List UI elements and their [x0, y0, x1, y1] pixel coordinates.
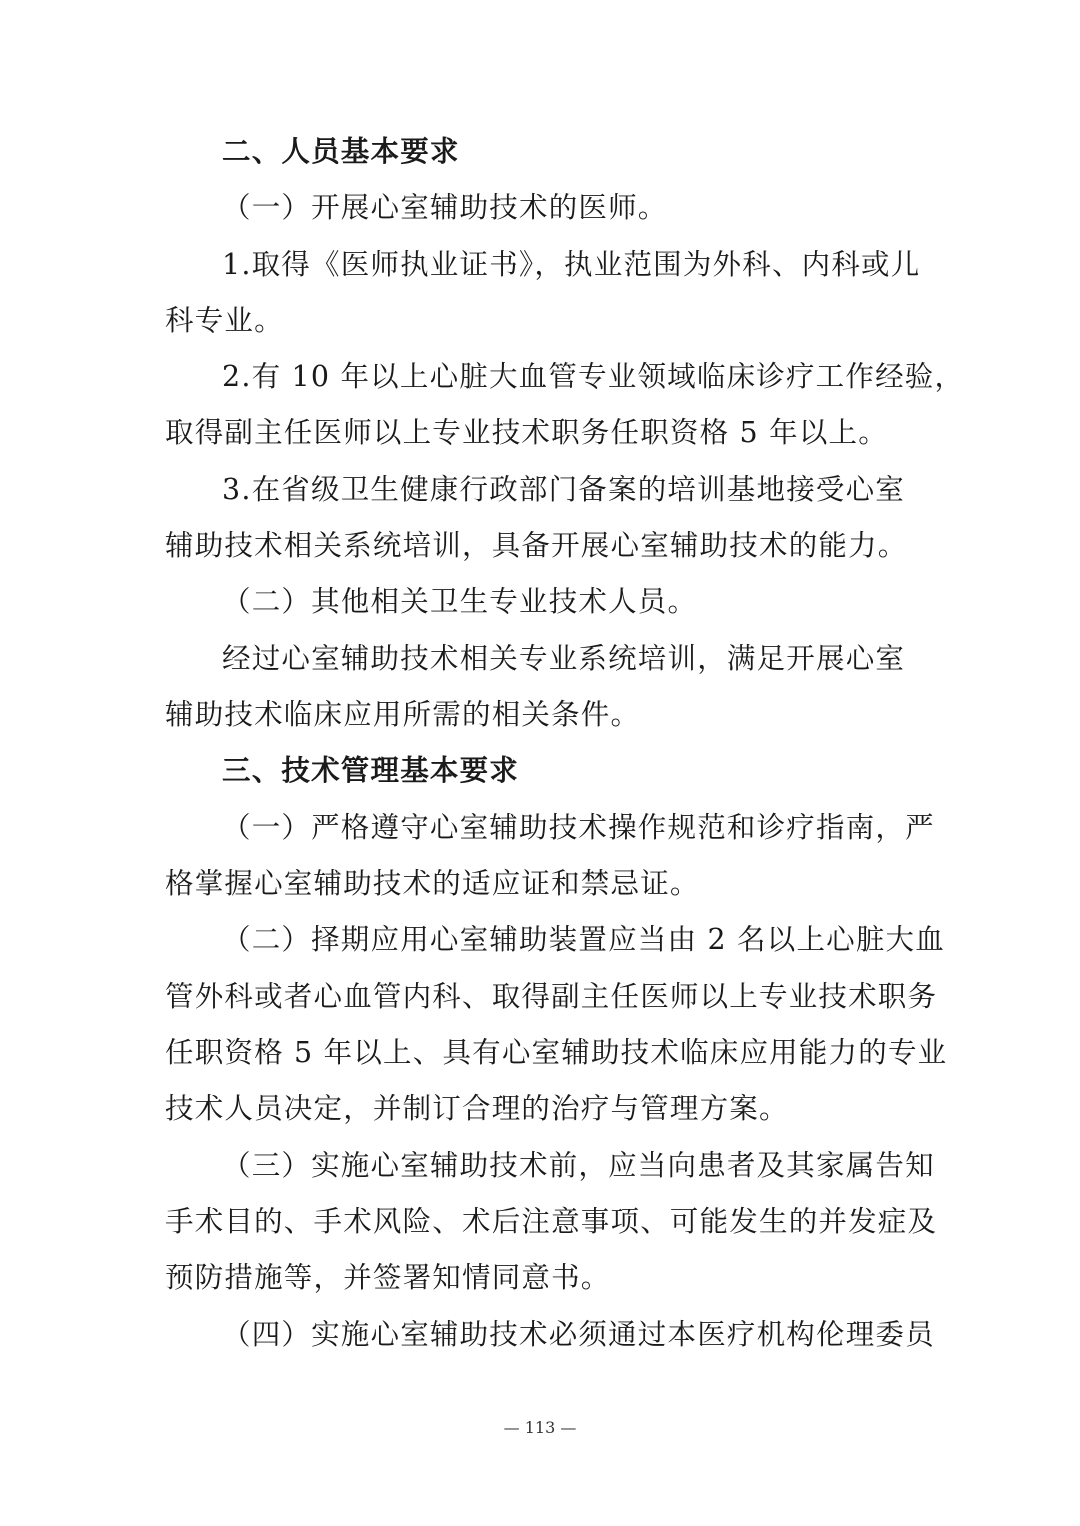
paragraph-line: 辅助技术临床应用所需的相关条件。 — [165, 698, 641, 731]
section-heading-personnel: 二、人员基本要求 — [222, 135, 460, 168]
section-heading-tech-management: 三、技术管理基本要求 — [222, 754, 520, 787]
paragraph-line: 经过心室辅助技术相关专业系统培训，满足开展心室 — [222, 642, 906, 675]
paragraph-line: 任职资格 5 年以上、具有心室辅助技术临床应用能力的专业 — [165, 1036, 948, 1069]
paragraph-line: 预防措施等，并签署知情同意书。 — [165, 1261, 611, 1294]
paragraph-line: 科专业。 — [165, 304, 284, 337]
paragraph-line: 手术目的、手术风险、术后注意事项、可能发生的并发症及 — [165, 1205, 938, 1238]
paragraph-line: 3.在省级卫生健康行政部门备案的培训基地接受心室 — [222, 473, 905, 506]
paragraph-line: 管外科或者心血管内科、取得副主任医师以上专业技术职务 — [165, 980, 938, 1013]
subsection-other-staff: （二）其他相关卫生专业技术人员。 — [222, 585, 698, 618]
paragraph-line: 取得副主任医师以上专业技术职务任职资格 5 年以上。 — [165, 416, 888, 449]
paragraph-line: （三）实施心室辅助技术前，应当向患者及其家属告知 — [222, 1149, 935, 1182]
paragraph-line: 辅助技术相关系统培训，具备开展心室辅助技术的能力。 — [165, 529, 908, 562]
paragraph-line: 格掌握心室辅助技术的适应证和禁忌证。 — [165, 867, 700, 900]
paragraph-line: 2.有 10 年以上心脏大血管专业领域临床诊疗工作经验， — [222, 360, 965, 393]
paragraph-line: （二）择期应用心室辅助装置应当由 2 名以上心脏大血 — [222, 923, 945, 956]
paragraph-line: 技术人员决定，并制订合理的治疗与管理方案。 — [165, 1092, 789, 1125]
paragraph-line: 1.取得《医师执业证书》，执业范围为外科、内科或儿 — [222, 248, 921, 281]
subsection-physicians: （一）开展心室辅助技术的医师。 — [222, 191, 668, 224]
paragraph-line: （四）实施心室辅助技术必须通过本医疗机构伦理委员 — [222, 1318, 935, 1351]
paragraph-line: （一）严格遵守心室辅助技术操作规范和诊疗指南，严 — [222, 811, 935, 844]
page-number: — 113 — — [503, 1418, 577, 1437]
